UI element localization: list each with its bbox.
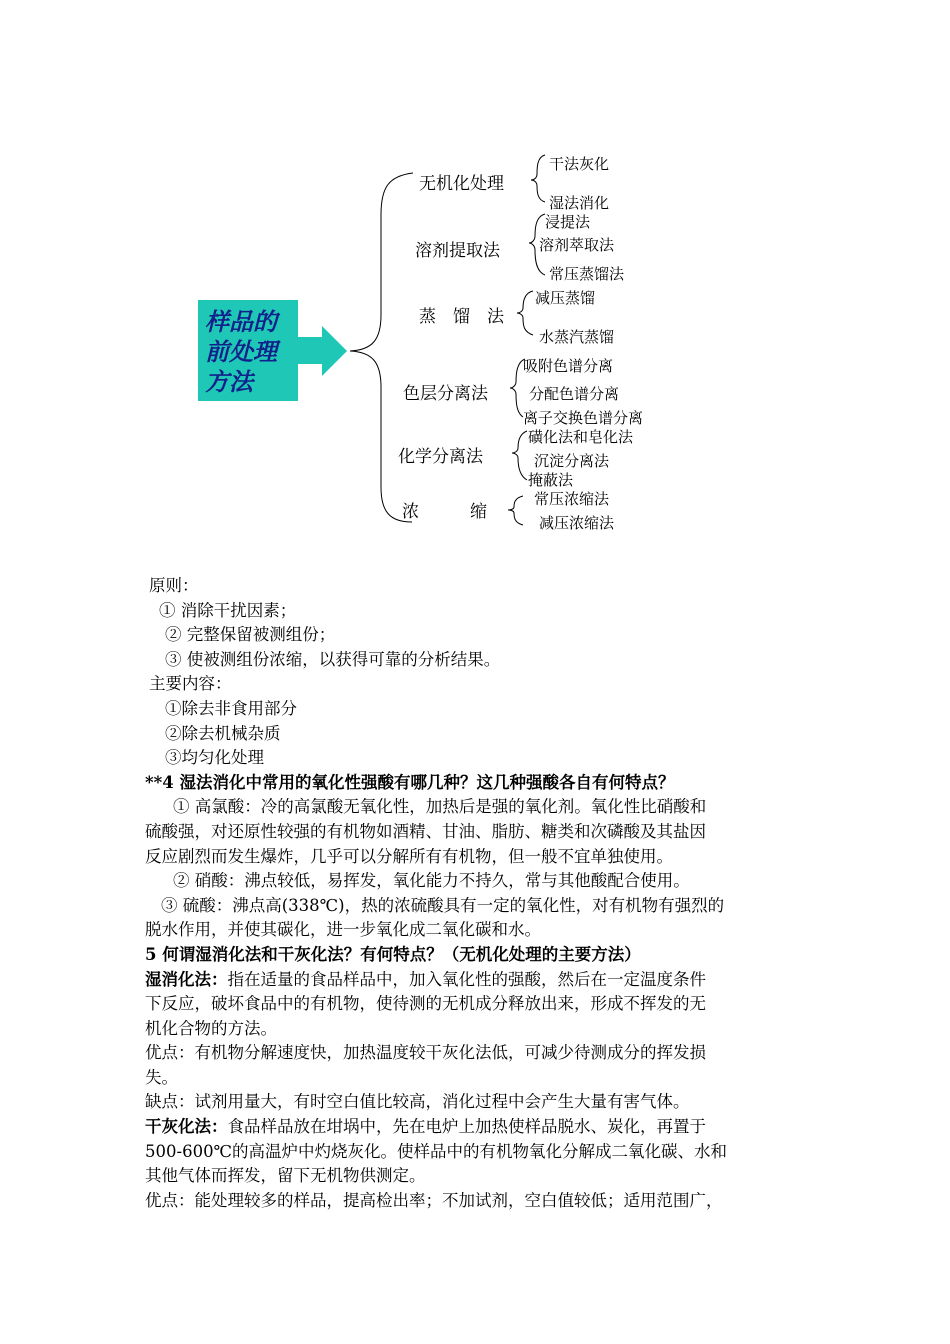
branch-label-concentration: 浓 缩 (402, 502, 487, 522)
principle-label: 原则： (149, 576, 199, 595)
leaf-item: 掩蔽法 (528, 471, 574, 489)
paragraph-line: 机化合物的方法。 (145, 1018, 277, 1038)
leaf-item: 减压浓缩法 (539, 514, 615, 532)
branch-label-chromatography: 色层分离法 (403, 384, 488, 404)
diagram-title-line: 样品的 (205, 308, 277, 336)
paragraph-line: 缺点：试剂用量大，有时空白值比较高，消化过程中会产生大量有害气体。 (145, 1092, 690, 1112)
content-label: 主要内容： (149, 674, 232, 694)
leaf-item: 减压蒸馏 (535, 289, 596, 307)
leaf-item: 水蒸汽蒸馏 (539, 328, 615, 346)
principle-item: ② 完整保留被测组份； (165, 625, 336, 645)
term-label: 干灰化法： (145, 1117, 228, 1137)
paragraph-line: 其他气体而挥发，留下无机物供测定。 (145, 1166, 426, 1186)
leaf-item: 常压蒸馏法 (549, 265, 625, 283)
paragraph-line: 失。 (145, 1067, 178, 1087)
leaf-item: 常压浓缩法 (534, 490, 610, 508)
paragraph-line: ③ 硫酸：沸点高(338℃)，热的浓硫酸具有一定的氧化性，对有机物有强烈的 (161, 895, 725, 915)
arrow-shape (298, 326, 347, 376)
branch-label-chemical-separation: 化学分离法 (398, 447, 483, 467)
paragraph-line: 硫酸强，对还原性较强的有机物如酒精、甘油、脂肪、糖类和次磷酸及其盐因 (145, 821, 706, 841)
main-brace (350, 173, 413, 522)
diagram-title-line: 方法 (205, 368, 253, 396)
diagram-connector-lines (0, 0, 950, 560)
leaf-item: 离子交换色谱分离 (523, 409, 644, 427)
diagram-title (205, 307, 277, 397)
paragraph-line: 500-600℃的高温炉中灼烧灰化。使样品中的有机物氧化分解成二氧化碳、水和 (145, 1141, 728, 1161)
paragraph-line: 反应剧烈而发生爆炸，几乎可以分解所有有机物，但一般不宜单独使用。 (145, 846, 673, 866)
leaf-item: 湿法消化 (549, 194, 610, 212)
diagram-title-line: 前处理 (205, 338, 277, 366)
content-item: ③均匀化处理 (165, 748, 264, 768)
leaf-item: 磺化法和皂化法 (528, 428, 634, 446)
leaf-item: 吸附色谱分离 (523, 357, 614, 375)
branch-label-distillation: 蒸 馏 法 (419, 307, 504, 327)
document-body (145, 574, 825, 1213)
branch-label-solvent-extraction: 溶剂提取法 (415, 241, 500, 261)
paragraph-line: ② 硝酸：沸点较低，易挥发，氧化能力不持久，常与其他酸配合使用。 (173, 871, 690, 891)
paragraph-line: 优点：有机物分解速度快，加热温度较干灰化法低，可减少待测成分的挥发损 (145, 1043, 706, 1063)
paragraph-line: 食品样品放在坩埚中，先在电炉上加热使样品脱水、炭化，再置于 (227, 1117, 706, 1137)
paragraph-line: 下反应，破坏食品中的有机物，使待测的无机成分释放出来，形成不挥发的无 (145, 994, 706, 1014)
question-4-heading: **4 湿法消化中常用的氧化性强酸有哪几种？这几种强酸各自有何特点？ (145, 772, 675, 792)
term-label: 湿消化法： (145, 969, 228, 989)
leaf-item: 溶剂萃取法 (539, 236, 615, 254)
question-5-heading: 5 何谓湿消化法和干灰化法？有何特点？（无机化处理的主要方法） (145, 944, 641, 964)
branch-label-inorganic: 无机化处理 (419, 174, 504, 194)
brace-6 (508, 496, 523, 525)
paragraph-line: ① 高氯酸：冷的高氯酸无氧化性，加热后是强的氧化剂。氧化性比硝酸和 (173, 797, 707, 817)
content-item: ②除去机械杂质 (165, 723, 281, 743)
leaf-item: 沉淀分离法 (534, 452, 610, 470)
paragraph-line: 脱水作用，并使其碳化，进一步氧化成二氧化碳和水。 (145, 920, 541, 940)
paragraph-line: 优点：能处理较多的样品，提高检出率；不加试剂，空白值较低；适用范围广， (145, 1190, 723, 1210)
brace-3 (517, 291, 533, 335)
principle-item: ③ 使被测组份浓缩，以获得可靠的分析结果。 (165, 649, 501, 669)
principle-item: ① 消除干扰因素； (159, 600, 297, 620)
leaf-item: 干法灰化 (549, 155, 610, 173)
paragraph-line: 指在适量的食品样品中，加入氧化性的强酸，然后在一定温度条件 (227, 969, 706, 989)
leaf-item: 分配色谱分离 (529, 385, 620, 403)
brace-5 (512, 431, 527, 480)
content-item: ①除去非食用部分 (165, 698, 297, 718)
leaf-item: 浸提法 (545, 213, 591, 231)
brace-1 (531, 155, 545, 202)
